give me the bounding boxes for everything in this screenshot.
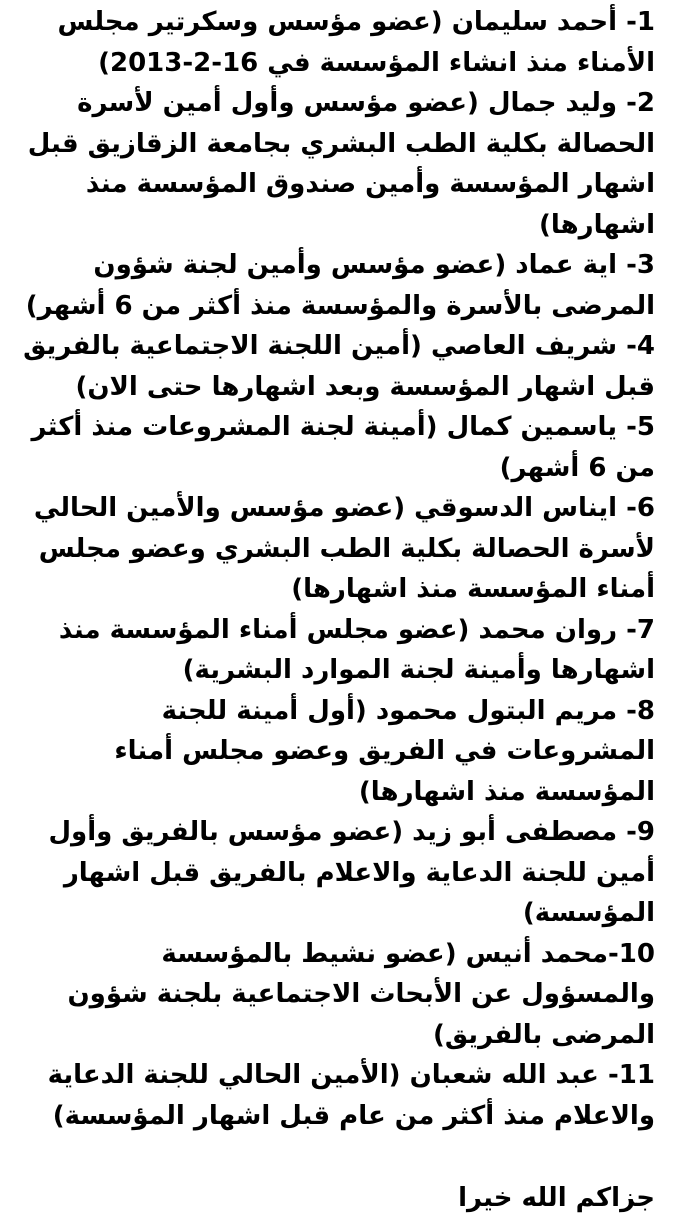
item-text: ياسمين كمال (أمينة لجنة المشروعات منذ أكثر من 6 أشهر) <box>31 412 655 483</box>
item-text: محمد أنيس (عضو نشيط بالمؤسسة والمسؤول عن الأبحاث الاجتماعية بلجنة شؤون المرضى بالفريق) <box>67 938 655 1050</box>
document-body <box>22 2 655 1136</box>
item-number: -1 <box>626 7 655 37</box>
item-text: ايناس الدسوقي (عضو مؤسس والأمين الحالي لأسرة الحصالة بكلية الطب البشري وعضو مجلس أمناء المؤسسة منذ اشهارها) <box>33 493 655 604</box>
list-item <box>22 83 655 245</box>
item-text: أحمد سليمان (عضو مؤسس وسكرتير مجلس الأمناء منذ انشاء المؤسسة في 16-2-2013) <box>57 7 655 78</box>
closing-line: جزاكم الله خيرا <box>458 1183 655 1213</box>
item-text: شريف العاصي (أمين اللجنة الاجتماعية بالفريق قبل اشهار المؤسسة وبعد اشهارها حتى الان) <box>23 331 655 402</box>
item-number: -2 <box>626 88 655 118</box>
list-item <box>22 407 655 488</box>
item-text: مريم البتول محمود (أول أمينة للجنة المشروعات في الفريق وعضو مجلس أمناء المؤسسة منذ اشهارها) <box>114 695 655 807</box>
item-text: روان محمد (عضو مجلس أمناء المؤسسة منذ اشهارها وأمينة لجنة الموارد البشرية) <box>58 614 655 685</box>
item-number: -11 <box>608 1060 655 1090</box>
item-number: -8 <box>626 695 655 726</box>
list-item <box>22 2 655 83</box>
list-item <box>22 326 655 407</box>
item-text: وليد جمال (عضو مؤسس وأول أمين لأسرة الحصالة بكلية الطب البشري بجامعة الزقازيق قبل اشهار المؤسسة وأمين صندوق المؤسسة منذ اشهارها) <box>27 88 655 240</box>
item-text: اية عماد (عضو مؤسس وأمين لجنة شؤون المرضى بالأسرة والمؤسسة منذ أكثر من 6 أشهر) <box>25 250 655 321</box>
item-number: -5 <box>626 412 655 442</box>
list-item <box>22 610 655 691</box>
list-item <box>22 934 655 1056</box>
list-item <box>22 1055 655 1136</box>
item-number: -10 <box>608 938 655 969</box>
list-item <box>22 488 655 610</box>
item-number: -3 <box>626 250 655 280</box>
item-number: -6 <box>626 493 655 523</box>
list-item <box>22 245 655 326</box>
item-number: -9 <box>626 817 655 847</box>
item-text: عبد الله شعبان (الأمين الحالي للجنة الدعاية والاعلام منذ أكثر من عام قبل اشهار المؤسسة) <box>47 1060 655 1131</box>
list-item <box>22 812 655 934</box>
list-item <box>22 691 655 813</box>
item-text: مصطفى أبو زيد (عضو مؤسس بالفريق وأول أمين للجنة الدعاية والاعلام بالفريق قبل اشهار المؤسسة) <box>48 817 655 928</box>
item-number: -4 <box>626 331 655 361</box>
item-number: -7 <box>626 614 655 645</box>
